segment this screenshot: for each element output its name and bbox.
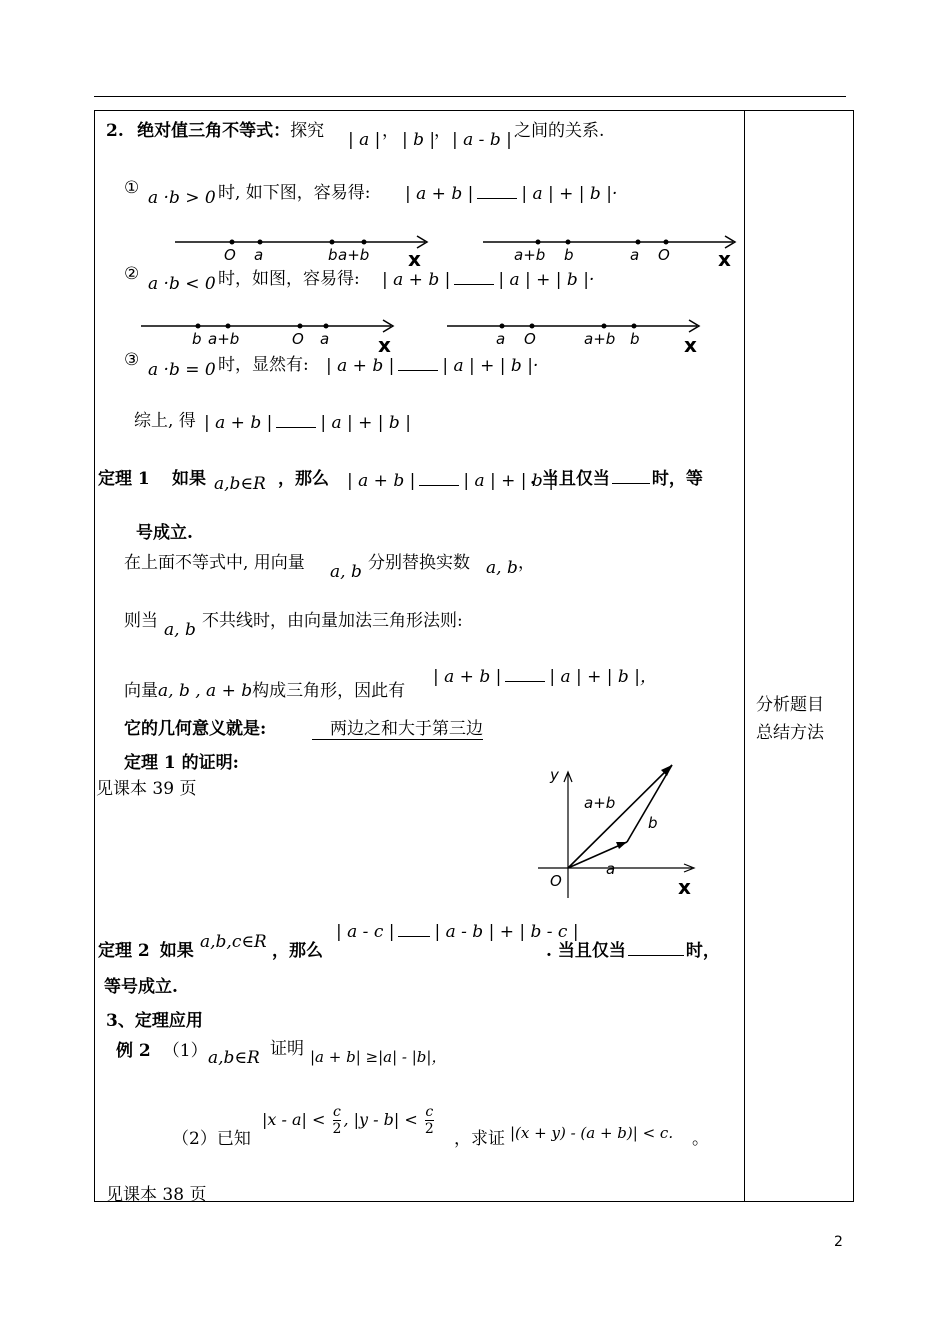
case1-condition: a ·b > 0: [148, 188, 216, 208]
vectors-p3: [124, 676, 405, 701]
comma: ，: [431, 1048, 447, 1066]
dot: ·: [611, 184, 618, 204]
example2-given: [262, 1104, 436, 1137]
point-o-label: O: [524, 330, 536, 348]
vectors-p2-b: a, b: [164, 620, 196, 640]
summary-rhs: | a | + | b |: [320, 413, 411, 433]
example2-condition: a,b∈R: [208, 1048, 260, 1068]
fraction-denominator: 2: [424, 1121, 434, 1137]
theorem2-when-row: [546, 936, 720, 961]
case2-inequality: [382, 270, 594, 290]
case1-rhs: | a | + | b |: [521, 184, 612, 204]
case2-rhs: | a | + | b |: [498, 270, 589, 290]
expr-abs-a-minus-b: | a - b |: [452, 130, 512, 150]
theorem2-rhs: | a - b | + | b - c |: [434, 922, 579, 942]
proof-title: 定理 1 的证明:: [124, 753, 239, 773]
answer-blank: [505, 680, 545, 682]
vector-triangle-diagram: [530, 756, 710, 902]
vectors-p1-b: a, b: [330, 562, 362, 582]
axis-x-label: x: [408, 247, 421, 271]
comma: ，: [382, 121, 399, 141]
example2-part2: （2）已知: [172, 1129, 251, 1149]
theorem2-head: [98, 936, 194, 961]
theorem1-when: . 当且仅当: [530, 469, 610, 489]
vectors-p3-b: a, b , a + b: [158, 681, 253, 701]
comma: ，: [434, 121, 451, 141]
theorem1-rhs: | a | + | b |: [463, 471, 554, 491]
theorem1-when-row: [530, 464, 703, 489]
fraction-numerator: c: [425, 1104, 434, 1120]
point-apb-label: a+b: [208, 330, 240, 348]
case3-lhs: | a + b |: [326, 356, 395, 376]
theorem2-lhs: | a - c |: [336, 922, 395, 942]
vector-sum-label: a+b: [584, 794, 616, 812]
point-apb-label: a+b: [514, 246, 546, 264]
point-b-label: b: [564, 246, 574, 264]
side-note-line2: 总结方法: [756, 723, 824, 743]
example2-part1: （1）: [162, 1041, 208, 1061]
point-b-label: b: [328, 246, 338, 264]
theorem2-shi: 时，: [685, 941, 720, 961]
vectors-p3-lhs: | a + b |: [433, 667, 502, 687]
theorem2-then: ，那么: [272, 941, 323, 961]
colon: ：: [273, 121, 291, 141]
section-title: 绝对值三角不等式: [137, 121, 274, 141]
application-title: 3、定理应用: [106, 1011, 203, 1031]
case3-rhs: | a | + | b |: [442, 356, 533, 376]
summary-lhs: | a + b |: [204, 413, 273, 433]
case1-marker: ①: [124, 178, 140, 198]
section-tail: 之间的关系.: [514, 121, 605, 141]
header-rule: [94, 96, 846, 97]
example2-qiuzheng: ，求证: [454, 1129, 505, 1149]
example2-goal: |(x + y) - (a + b)| < c.: [510, 1124, 674, 1142]
example2-head: [116, 1036, 208, 1061]
example2-prove: 证明: [270, 1039, 304, 1059]
geometric-answer: 两边之和大于第三边: [312, 714, 483, 740]
fraction-denominator: 2: [332, 1121, 342, 1137]
case3-inequality: [326, 356, 538, 376]
side-note-line1: 分析题目: [756, 695, 824, 715]
page-number: 2: [834, 1234, 843, 1250]
section-number: 2.: [106, 121, 124, 141]
vectors-p1-a: 在上面不等式中, 用向量: [124, 553, 305, 573]
answer-blank: [454, 283, 494, 285]
point-o-label: O: [292, 330, 304, 348]
theorem2-if: 如果: [159, 941, 194, 961]
case1-text: 时, 如下图，容易得:: [218, 183, 371, 203]
vectors-p1-e: ，: [518, 553, 535, 573]
section-heading: [106, 116, 324, 141]
theorem1-then: ，那么: [278, 469, 329, 489]
geometric-label: 它的几何意义就是:: [124, 719, 267, 739]
theorem2-inequality: [336, 922, 579, 942]
number-line-4: [442, 314, 712, 356]
axis-x-label: x: [684, 333, 697, 356]
vector-a-label: a: [606, 860, 616, 878]
period: 。: [692, 1129, 709, 1149]
answer-blank: [398, 369, 438, 371]
case1-lhs: | a + b |: [405, 184, 474, 204]
point-b-label: b: [192, 330, 202, 348]
point-apb-label: a+b: [338, 246, 370, 264]
number-line-2: [478, 230, 748, 272]
theorem2-line2: 等号成立.: [104, 977, 178, 997]
theorem2-condition: a,b,c∈R: [200, 932, 267, 952]
given-ineq-y: , |y - b| <: [343, 1110, 418, 1129]
answer-blank: [612, 482, 650, 484]
theorem1-shi: 时，等: [651, 469, 703, 489]
vectors-p3-end: ，: [639, 667, 657, 687]
theorem1-lhs: | a + b |: [347, 471, 416, 491]
x-axis-label: x: [678, 875, 691, 899]
theorem2-when: . 当且仅当: [546, 941, 626, 961]
theorem1-label: 定理 1: [98, 469, 150, 489]
point-o-label: O: [658, 246, 670, 264]
case2-lhs: | a + b |: [382, 270, 451, 290]
example2-label: 例 2: [116, 1041, 151, 1061]
point-a-label: a: [496, 330, 506, 348]
answer-blank: [477, 197, 517, 199]
vector-b-label: b: [648, 814, 658, 832]
case3-condition: a ·b = 0: [148, 360, 216, 380]
dot: ·: [588, 270, 595, 290]
point-apb-label: a+b: [584, 330, 616, 348]
theorem1-condition: a,b∈R: [214, 474, 266, 494]
vectors-p3-a: 向量: [124, 681, 158, 701]
vectors-p1-c: 分别替换实数: [368, 553, 470, 573]
fraction-numerator: c: [333, 1104, 341, 1120]
vectors-p3-rhs: | a | + | b |: [549, 667, 640, 687]
answer-blank: [276, 426, 316, 428]
point-o-label: O: [224, 246, 236, 264]
fraction-c-over-2: [425, 1104, 434, 1137]
vectors-p1-d: a, b: [486, 558, 518, 578]
case2-text: 时，如图，容易得:: [218, 269, 360, 289]
origin-label: O: [550, 872, 562, 890]
proof-reference: 见课本 39 页: [96, 779, 197, 799]
vectors-p3-inequality: [433, 662, 657, 687]
case2-condition: a ·b < 0: [148, 274, 216, 294]
dot: ·: [532, 356, 539, 376]
example2-reference: 见课本 38 页: [106, 1185, 207, 1205]
point-b-label: b: [630, 330, 640, 348]
vectors-p2-c: 不共线时，由向量加法三角形法则:: [202, 611, 463, 631]
vectors-p2-a: 则当: [124, 611, 158, 631]
given-ineq-x: |x - a| <: [262, 1110, 326, 1129]
summary-text: 综上, 得: [134, 411, 196, 431]
theorem1-inequality: [347, 471, 554, 491]
point-a-label: a: [254, 246, 264, 264]
column-divider: [744, 110, 745, 1202]
axis-x-label: x: [718, 247, 731, 271]
summary-inequality: [204, 413, 411, 433]
fraction-c-over-2: [333, 1104, 342, 1137]
point-a-label: a: [320, 330, 330, 348]
point-a-label: a: [630, 246, 640, 264]
example2-inequality1: [310, 1046, 446, 1067]
expr-abs-b: | b |: [402, 130, 436, 150]
answer-blank: [419, 484, 459, 486]
example2-ineq1: |a + b| ≥|a| - |b|: [310, 1048, 432, 1066]
case3-marker: ③: [124, 350, 140, 370]
y-axis-label: y: [550, 766, 559, 784]
case1-inequality: [405, 184, 617, 204]
theorem1-if: 如果: [172, 469, 206, 489]
axis-x-label: x: [378, 333, 391, 356]
answer-blank: [398, 935, 430, 937]
answer-blank: [628, 954, 684, 956]
explore-text: 探究: [290, 121, 325, 141]
vectors-p3-c: 构成三角形，因此有: [252, 681, 406, 701]
case2-marker: ②: [124, 264, 140, 284]
theorem2-label: 定理 2: [98, 941, 150, 961]
theorem1-line2: 号成立.: [136, 523, 193, 543]
case3-text: 时，显然有:: [218, 355, 309, 375]
expr-abs-a: | a |: [348, 130, 381, 150]
